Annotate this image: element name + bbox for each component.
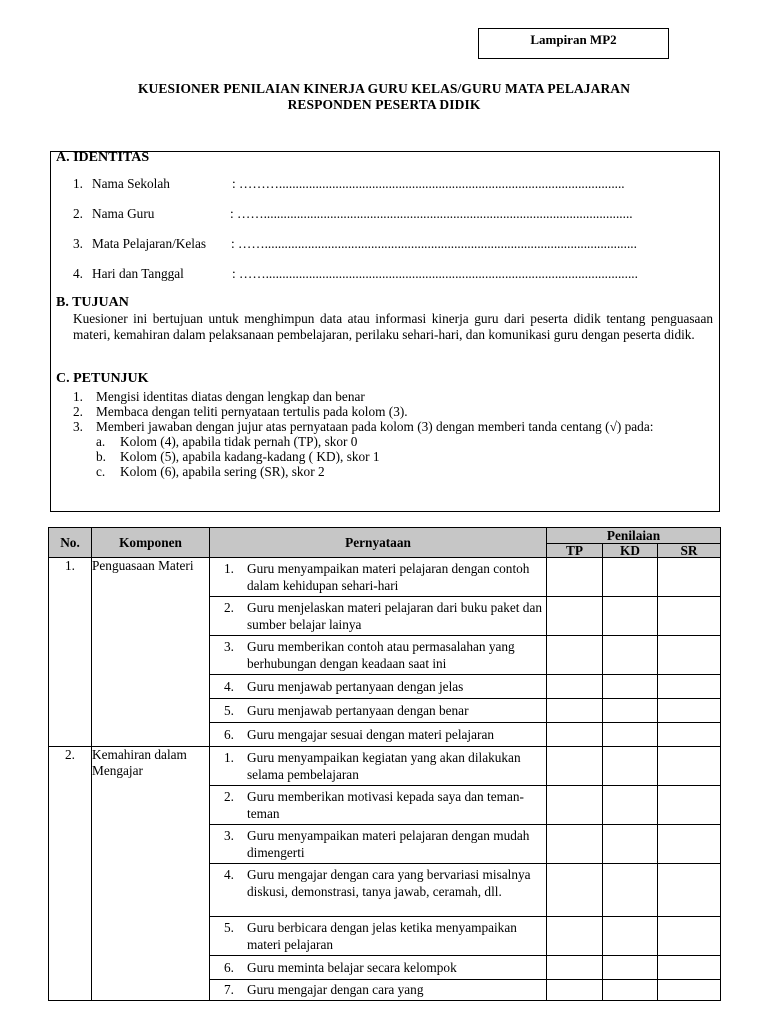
kd-checkbox-cell[interactable] xyxy=(603,558,658,597)
kd-checkbox-cell[interactable] xyxy=(603,675,658,699)
kd-checkbox-cell[interactable] xyxy=(603,723,658,747)
field-label: Hari dan Tanggal xyxy=(92,266,184,281)
group-komponen: Kemahiran dalam Mengajar xyxy=(92,747,210,1001)
statement-cell: 2. Guru memberikan motivasi kepada saya dan teman-teman xyxy=(210,786,547,825)
tp-checkbox-cell[interactable] xyxy=(547,597,603,636)
statement-cell: 1. Guru menyampaikan materi pelajaran dengan contoh dalam kehidupan sehari-hari xyxy=(210,558,547,597)
kd-checkbox-cell[interactable] xyxy=(603,864,658,917)
statement-cell: 6. Guru mengajar sesuai dengan materi pelajaran xyxy=(210,723,547,747)
tp-checkbox-cell[interactable] xyxy=(547,558,603,597)
school-name-blank[interactable]: : ………........................................................................................................ xyxy=(232,176,625,191)
tp-checkbox-cell[interactable] xyxy=(547,699,603,723)
header-no: No. xyxy=(49,528,92,558)
tujuan-text: Kuesioner ini bertujuan untuk menghimpun data atau informasi kinerja guru dari peserta didik tentang penguasaan materi, kemahiran dalam pelaksanaan pembelajaran, perilaku sehari-hari, dan komunikasi guru dengan peserta didik. xyxy=(73,311,713,342)
identity-field-school xyxy=(73,176,252,192)
statement-cell: 5. Guru menjawab pertanyaan dengan benar xyxy=(210,699,547,723)
tp-checkbox-cell[interactable] xyxy=(547,956,603,980)
petunjuk-list xyxy=(73,389,713,479)
teacher-name-blank[interactable]: : ……............................................................................................................... xyxy=(230,206,633,221)
list-item: 3. Memberi jawaban dengan jujur atas pernyataan pada kolom (3) dengan memberi tanda centang (√) pada: xyxy=(73,419,654,434)
identity-field-date xyxy=(73,266,252,282)
group-number: 2. xyxy=(49,747,92,1001)
questionnaire-table xyxy=(48,527,721,1001)
list-subitem: a. Kolom (4), apabila tidak pernah (TP), skor 0 xyxy=(96,434,358,449)
sr-checkbox-cell[interactable] xyxy=(658,597,721,636)
statement-cell: 7. Guru mengajar dengan cara yang xyxy=(210,980,547,1001)
tp-checkbox-cell[interactable] xyxy=(547,917,603,956)
kd-checkbox-cell[interactable] xyxy=(603,597,658,636)
day-date-blank[interactable]: : ……................................................................................................................ xyxy=(232,266,638,281)
list-subitem: c. Kolom (6), apabila sering (SR), skor 2 xyxy=(96,464,325,479)
tp-checkbox-cell[interactable] xyxy=(547,636,603,675)
attachment-label: Lampiran MP2 xyxy=(478,28,669,59)
identity-field-subject xyxy=(73,236,252,252)
statement-cell: 3. Guru memberikan contoh atau permasalahan yang berhubungan dengan keadaan saat ini xyxy=(210,636,547,675)
table-row xyxy=(49,747,721,786)
sr-checkbox-cell[interactable] xyxy=(658,980,721,1001)
sr-checkbox-cell[interactable] xyxy=(658,956,721,980)
statement-cell: 1. Guru menyampaikan kegiatan yang akan dilakukan selama pembelajaran xyxy=(210,747,547,786)
tp-checkbox-cell[interactable] xyxy=(547,675,603,699)
statement-cell: 2. Guru menjelaskan materi pelajaran dari buku paket dan sumber belajar lainya xyxy=(210,597,547,636)
section-identitas-heading: A. IDENTITAS xyxy=(56,150,150,165)
sr-checkbox-cell[interactable] xyxy=(658,636,721,675)
list-item: 1. Mengisi identitas diatas dengan lengkap dan benar xyxy=(73,389,365,404)
header-kd: KD xyxy=(603,544,658,558)
header-penilaian: Penilaian xyxy=(547,528,721,544)
sr-checkbox-cell[interactable] xyxy=(658,786,721,825)
field-label: Mata Pelajaran/Kelas xyxy=(92,236,207,251)
identity-field-teacher xyxy=(73,206,252,222)
tp-checkbox-cell[interactable] xyxy=(547,723,603,747)
kd-checkbox-cell[interactable] xyxy=(603,825,658,864)
statement-cell: 5. Guru berbicara dengan jelas ketika menyampaikan materi pelajaran xyxy=(210,917,547,956)
sr-checkbox-cell[interactable] xyxy=(658,864,721,917)
kd-checkbox-cell[interactable] xyxy=(603,636,658,675)
group-komponen: Penguasaan Materi xyxy=(92,558,210,747)
kd-checkbox-cell[interactable] xyxy=(603,747,658,786)
document-title: KUESIONER PENILAIAN KINERJA GURU KELAS/GURU MATA PELAJARAN xyxy=(137,81,631,96)
sr-checkbox-cell[interactable] xyxy=(658,825,721,864)
sr-checkbox-cell[interactable] xyxy=(658,723,721,747)
statement-cell: 4. Guru mengajar dengan cara yang bervariasi misalnya diskusi, demonstrasi, tanya jawab, ceramah, dll. xyxy=(210,864,547,917)
list-subitem: b. Kolom (5), apabila kadang-kadang ( KD), skor 1 xyxy=(96,449,380,464)
tp-checkbox-cell[interactable] xyxy=(547,980,603,1001)
kd-checkbox-cell[interactable] xyxy=(603,956,658,980)
kd-checkbox-cell[interactable] xyxy=(603,699,658,723)
header-pernyataan: Pernyataan xyxy=(210,528,547,558)
kd-checkbox-cell[interactable] xyxy=(603,917,658,956)
section-petunjuk-heading: C. PETUNJUK xyxy=(56,371,149,386)
statement-cell: 4. Guru menjawab pertanyaan dengan jelas xyxy=(210,675,547,699)
list-item: 2. Membaca dengan teliti pernyataan tertulis pada kolom (3). xyxy=(73,404,408,419)
field-label: Nama Guru xyxy=(92,206,155,221)
kd-checkbox-cell[interactable] xyxy=(603,786,658,825)
header-sr: SR xyxy=(658,544,721,558)
field-number: 4. xyxy=(73,266,83,281)
sr-checkbox-cell[interactable] xyxy=(658,747,721,786)
sr-checkbox-cell[interactable] xyxy=(658,558,721,597)
sr-checkbox-cell[interactable] xyxy=(658,699,721,723)
field-number: 2. xyxy=(73,206,83,221)
sr-checkbox-cell[interactable] xyxy=(658,917,721,956)
field-number: 1. xyxy=(73,176,83,191)
tp-checkbox-cell[interactable] xyxy=(547,747,603,786)
table-row xyxy=(49,558,721,597)
header-tp: TP xyxy=(547,544,603,558)
field-number: 3. xyxy=(73,236,83,251)
field-label: Nama Sekolah xyxy=(92,176,170,191)
header-komponen: Komponen xyxy=(92,528,210,558)
statement-cell: 6. Guru meminta belajar secara kelompok xyxy=(210,956,547,980)
statement-cell: 3. Guru menyampaikan materi pelajaran dengan mudah dimengerti xyxy=(210,825,547,864)
sr-checkbox-cell[interactable] xyxy=(658,675,721,699)
group-number: 1. xyxy=(49,558,92,747)
tp-checkbox-cell[interactable] xyxy=(547,786,603,825)
tp-checkbox-cell[interactable] xyxy=(547,864,603,917)
tp-checkbox-cell[interactable] xyxy=(547,825,603,864)
kd-checkbox-cell[interactable] xyxy=(603,980,658,1001)
document-subtitle: RESPONDEN PESERTA DIDIK xyxy=(287,97,481,112)
section-tujuan-heading: B. TUJUAN xyxy=(56,295,129,310)
subject-class-blank[interactable]: : ……................................................................................................................ xyxy=(231,236,637,251)
